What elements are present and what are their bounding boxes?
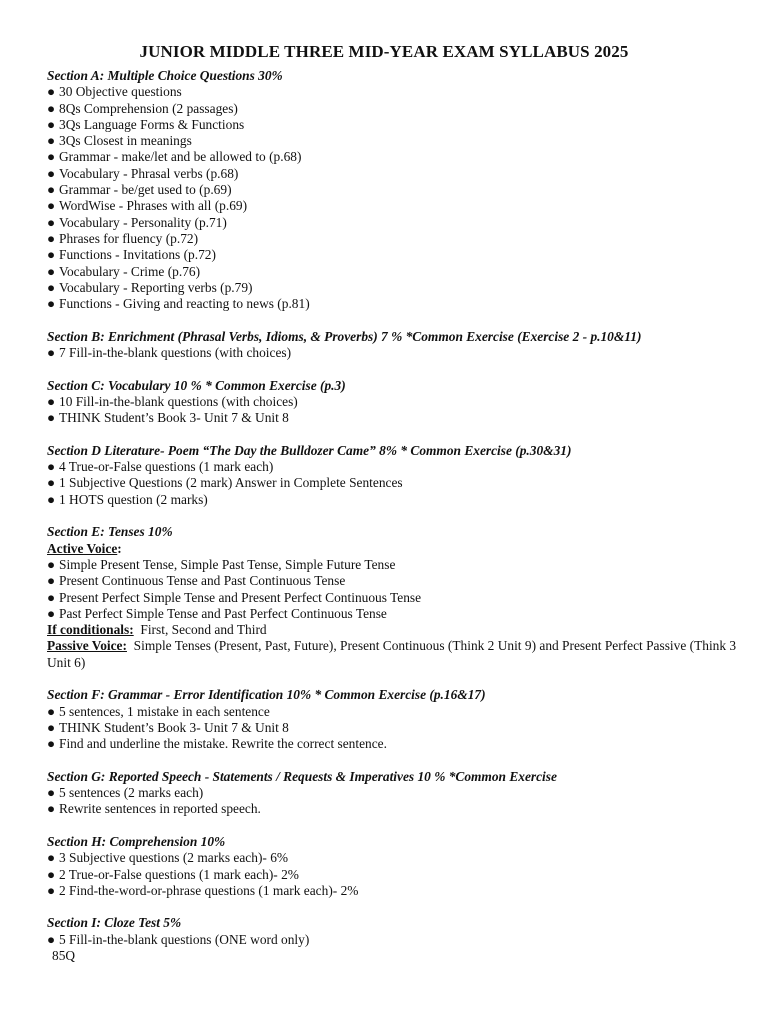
bullet-icon: ● bbox=[47, 214, 56, 230]
list-item: ● Grammar - make/let and be allowed to (p.68) bbox=[47, 149, 302, 165]
list-item: ● 10 Fill-in-the-blank questions (with choices) bbox=[47, 393, 298, 409]
list-item: ● Present Continuous Tense and Past Continuous Tense bbox=[47, 573, 346, 589]
list-item: ● Rewrite sentences in reported speech. bbox=[47, 801, 261, 817]
syllabus-content bbox=[47, 68, 740, 964]
section-a-heading: Section A: Multiple Choice Questions 30% bbox=[47, 68, 283, 83]
list-item: ● 3Qs Language Forms & Functions bbox=[47, 116, 245, 132]
bullet-icon: ● bbox=[47, 605, 56, 621]
bullet-icon: ● bbox=[47, 165, 56, 181]
bullet-icon: ● bbox=[47, 556, 56, 572]
section-h-heading: Section H: Comprehension 10% bbox=[47, 833, 226, 849]
bullet-icon: ● bbox=[47, 247, 56, 263]
bullet-icon: ● bbox=[47, 345, 56, 361]
bullet-icon: ● bbox=[47, 850, 56, 866]
bullet-icon: ● bbox=[47, 719, 56, 735]
bullet-icon: ● bbox=[47, 182, 56, 198]
question-count-footer: 85Q bbox=[52, 948, 76, 964]
list-item: ● Grammar - be/get used to (p.69) bbox=[47, 182, 232, 198]
list-item: ● 3Qs Closest in meanings bbox=[47, 133, 192, 149]
section-g-heading: Section G: Reported Speech - Statements / Requests & Imperatives 10 % *Common Exercise bbox=[47, 768, 557, 784]
list-item: ● Vocabulary - Reporting verbs (p.79) bbox=[47, 279, 253, 295]
bullet-icon: ● bbox=[47, 100, 56, 116]
spacer bbox=[47, 818, 737, 834]
bullet-icon: ● bbox=[47, 475, 56, 491]
list-item: ● Functions - Invitations (p.72) bbox=[47, 247, 216, 263]
bullet-icon: ● bbox=[47, 459, 56, 475]
spacer bbox=[47, 312, 737, 328]
list-item: ● 1 Subjective Questions (2 mark) Answer in Complete Sentences bbox=[47, 475, 403, 491]
list-item: ● Find and underline the mistake. Rewrite the correct sentence. bbox=[47, 736, 387, 752]
section-d-heading: Section D Literature- Poem “The Day the Bulldozer Came” 8% * Common Exercise (p.30&31) bbox=[47, 442, 572, 458]
spacer bbox=[47, 361, 737, 377]
section-i-heading: Section I: Cloze Test 5% bbox=[47, 915, 182, 931]
list-item: ● 30 Objective questions bbox=[47, 84, 182, 100]
list-item: ● Past Perfect Simple Tense and Past Perfect Continuous Tense bbox=[47, 605, 387, 621]
list-item: ● THINK Student’s Book 3- Unit 7 & Unit 8 bbox=[47, 719, 289, 735]
bullet-icon: ● bbox=[47, 931, 56, 947]
list-item: ● Vocabulary - Personality (p.71) bbox=[47, 214, 227, 230]
list-item: ● 5 sentences, 1 mistake in each sentence bbox=[47, 703, 270, 719]
section-f-heading: Section F: Grammar - Error Identification 10% * Common Exercise (p.16&17) bbox=[47, 687, 486, 703]
list-item: ● 3 Subjective questions (2 marks each)- 6% bbox=[47, 850, 289, 866]
bullet-icon: ● bbox=[47, 410, 56, 426]
list-item: ● 2 Find-the-word-or-phrase questions (1 mark each)- 2% bbox=[47, 882, 359, 898]
bullet-icon: ● bbox=[47, 279, 56, 295]
list-item: ● Simple Present Tense, Simple Past Tense, Simple Future Tense bbox=[47, 556, 396, 572]
passive-voice-line: Passive Voice: Simple Tenses (Present, Past, Future), Present Continuous (Think 2 Unit 9) and Present Perfect Passive (Think 3 Unit 6) bbox=[47, 638, 740, 670]
bullet-icon: ● bbox=[47, 589, 56, 605]
bullet-icon: ● bbox=[47, 149, 56, 165]
list-item: ● Phrases for fluency (p.72) bbox=[47, 230, 199, 246]
list-item: ● 7 Fill-in-the-blank questions (with choices) bbox=[47, 345, 292, 361]
bullet-icon: ● bbox=[47, 263, 56, 279]
list-item: ● 5 sentences (2 marks each) bbox=[47, 785, 204, 801]
page-title: JUNIOR MIDDLE THREE MID-YEAR EXAM SYLLABUS 2025 bbox=[139, 42, 629, 61]
bullet-icon: ● bbox=[47, 736, 56, 752]
bullet-icon: ● bbox=[47, 801, 56, 817]
bullet-icon: ● bbox=[47, 116, 56, 132]
bullet-icon: ● bbox=[47, 882, 56, 898]
spacer bbox=[47, 671, 737, 687]
spacer bbox=[47, 899, 737, 915]
bullet-icon: ● bbox=[47, 84, 56, 100]
list-item: ● THINK Student’s Book 3- Unit 7 & Unit 8 bbox=[47, 410, 289, 426]
if-conditionals-line: If conditionals: First, Second and Third bbox=[47, 622, 267, 638]
spacer bbox=[47, 752, 737, 768]
bullet-icon: ● bbox=[47, 491, 56, 507]
bullet-icon: ● bbox=[47, 573, 56, 589]
list-item: ● 1 HOTS question (2 marks) bbox=[47, 491, 208, 507]
bullet-icon: ● bbox=[47, 296, 56, 312]
list-item: ● Present Perfect Simple Tense and Present Perfect Continuous Tense bbox=[47, 589, 422, 605]
spacer bbox=[47, 508, 737, 524]
section-e-heading: Section E: Tenses 10% bbox=[47, 524, 173, 540]
active-voice-label: Active Voice: bbox=[47, 540, 122, 556]
list-item: ● Functions - Giving and reacting to news (p.81) bbox=[47, 296, 310, 312]
spacer bbox=[47, 427, 737, 443]
bullet-icon: ● bbox=[47, 198, 56, 214]
bullet-icon: ● bbox=[47, 785, 56, 801]
bullet-icon: ● bbox=[47, 230, 56, 246]
bullet-icon: ● bbox=[47, 393, 56, 409]
section-c-heading: Section C: Vocabulary 10 % * Common Exercise (p.3) bbox=[47, 377, 346, 393]
list-item: ● 5 Fill-in-the-blank questions (ONE word only) bbox=[47, 931, 310, 947]
bullet-icon: ● bbox=[47, 703, 56, 719]
bullet-icon: ● bbox=[47, 133, 56, 149]
section-b-heading: Section B: Enrichment (Phrasal Verbs, Idioms, & Proverbs) 7 % *Common Exercise (Exercise 2 - p.10&11) bbox=[47, 328, 642, 344]
list-item: ● Vocabulary - Crime (p.76) bbox=[47, 263, 201, 279]
list-item: ● 2 True-or-False questions (1 mark each)- 2% bbox=[47, 866, 299, 882]
list-item: ● WordWise - Phrases with all (p.69) bbox=[47, 198, 248, 214]
bullet-icon: ● bbox=[47, 866, 56, 882]
list-item: ● 4 True-or-False questions (1 mark each) bbox=[47, 459, 274, 475]
list-item: ● 8Qs Comprehension (2 passages) bbox=[47, 100, 238, 116]
list-item: ● Vocabulary - Phrasal verbs (p.68) bbox=[47, 165, 239, 181]
